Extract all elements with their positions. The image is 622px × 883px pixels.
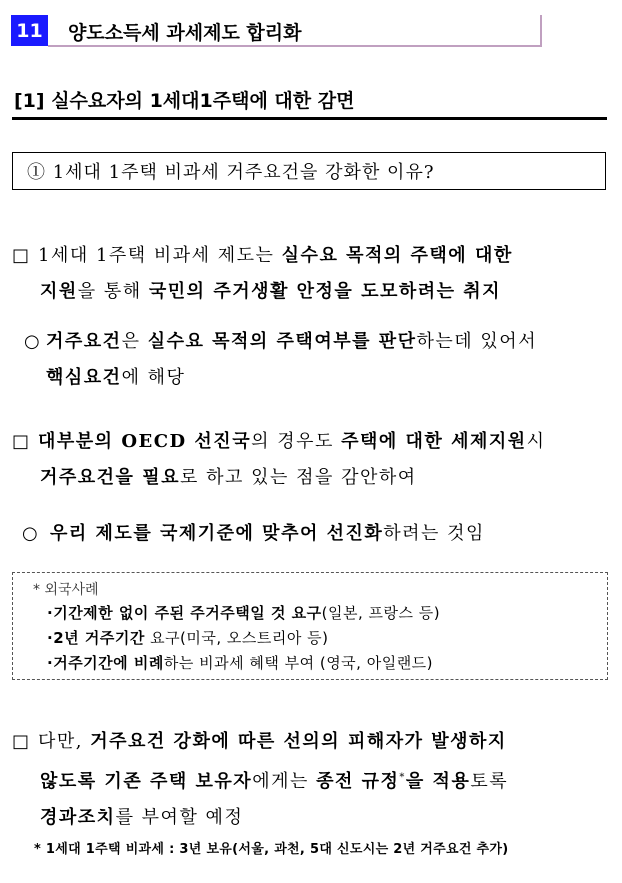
p1sub-emphasis: 실수요 목적의 주택여부를 판단: [147, 331, 417, 352]
p3-text: 토록: [470, 771, 509, 792]
overseas-item: ·2년 거주기간 요구(미국, 오스트리아 등): [47, 629, 329, 647]
p3-emphasis: 않도록 기존 주택 보유자: [40, 771, 253, 792]
p2sub-text: 하려는 것임: [383, 523, 485, 544]
p3-emphasis: 종전 규정: [316, 771, 400, 792]
overseas-item: ·거주기간에 비례하는 비과세 혜택 부여 (영국, 아일랜드): [47, 654, 434, 672]
section-number-badge: 11: [11, 15, 48, 46]
p1-emphasis: 지원: [40, 281, 78, 302]
circle-bullet: ○: [24, 331, 42, 352]
p1sub-emphasis: 거주요건: [46, 331, 122, 352]
p2-emphasis: 주택에 대한 세제지원: [341, 431, 527, 452]
p3-text: 다만,: [38, 731, 91, 752]
p1-emphasis: 국민의 주거생활 안정을 도모하려는 취지: [148, 281, 502, 302]
footnote: * 1세대 1주택 비과세 : 3년 보유(서울, 과천, 5대 신도시는 2년 거주요건 추가): [34, 842, 509, 857]
header-underline: [48, 45, 542, 47]
header-right-border: [540, 15, 542, 47]
checkbox-bullet: □: [12, 431, 31, 452]
p2-emphasis: 대부분의 OECD 선진국: [38, 431, 252, 452]
header-title: 양도소득세 과세제도 합리화: [68, 22, 302, 44]
p3-emphasis: 거주요건 강화에 따른 선의의 피해자가 발생하지: [90, 731, 507, 752]
p1sub-text: 은: [121, 331, 148, 352]
circle-bullet: ○: [22, 523, 40, 544]
p2-text: 의 경우도: [251, 431, 342, 452]
p3-emphasis: 을 적용: [405, 771, 471, 792]
p3-text: 를 부여할 예정: [115, 807, 244, 828]
p1-text: 을 통해: [77, 281, 149, 302]
p1sub-text: 하는데 있어서: [416, 331, 538, 352]
p3-emphasis: 경과조치: [40, 807, 116, 828]
p2-text: 시: [526, 431, 546, 452]
p2-text: 로 하고 있는 점을 감안하여: [179, 467, 417, 488]
p1-emphasis: 실수요 목적의 주택에 대한: [281, 245, 513, 266]
question-text: ① 1세대 1주택 비과세 거주요건을 강화한 이유?: [27, 162, 435, 183]
paragraph-3: [12, 724, 508, 836]
paragraph-1-sub: [24, 324, 537, 396]
paragraph-2: [12, 424, 546, 496]
p2sub-emphasis: 우리 제도를 국제기준에 맞추어 선진화: [50, 523, 384, 544]
p2-emphasis: 거주요건을 필요: [40, 467, 180, 488]
p1sub-emphasis: 핵심요건: [46, 367, 122, 388]
section-title: [1] 실수요자의 1세대1주택에 대한 감면: [14, 90, 355, 112]
paragraph-1: [12, 238, 513, 310]
overseas-heading: * 외국사례: [33, 582, 99, 598]
checkbox-bullet: □: [12, 731, 31, 752]
overseas-examples-box: [12, 572, 608, 680]
p3-text: 에게는: [252, 771, 317, 792]
checkbox-bullet: □: [12, 245, 31, 266]
section-divider: [12, 117, 607, 120]
p1sub-text: 에 해당: [121, 367, 186, 388]
paragraph-2-sub: [22, 516, 485, 552]
p1-text: 1세대 1주택 비과세 제도는: [38, 245, 282, 266]
question-box: [12, 152, 606, 190]
overseas-item: ·기간제한 없이 주된 주거주택일 것 요구(일본, 프랑스 등): [47, 604, 441, 622]
footnote-marker: *: [399, 772, 406, 783]
